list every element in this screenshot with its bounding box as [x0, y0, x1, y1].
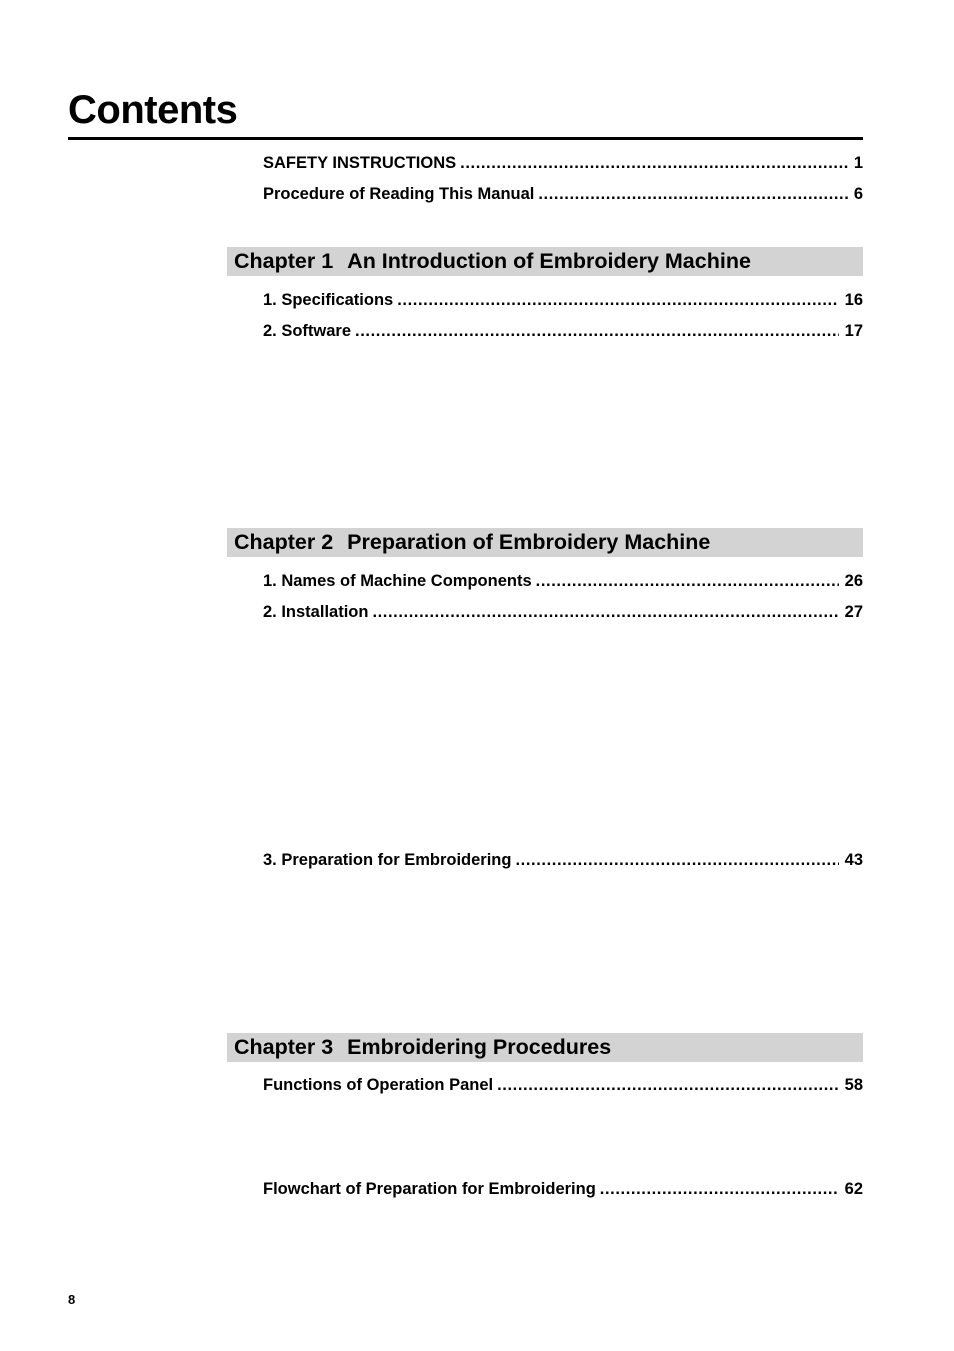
toc-entry-label: 1. Specifications — [263, 289, 397, 311]
toc-dot-leader — [497, 1074, 839, 1096]
toc-dot-leader — [397, 289, 838, 311]
toc-entry-page: 26 — [839, 570, 863, 592]
toc-entry-label: 2. Software — [263, 320, 355, 342]
toc-entry-flowchart-of-preparation[interactable] — [263, 1178, 863, 1200]
chapter-title: Preparation of Embroidery Machine — [347, 530, 711, 554]
toc-entry-label: 1. Names of Machine Components — [263, 570, 536, 592]
toc-entry-label: Functions of Operation Panel — [263, 1074, 497, 1096]
chapter-1-heading — [227, 247, 863, 276]
page-number: 8 — [68, 1292, 76, 1307]
chapter-number: Chapter 3 — [234, 1035, 334, 1059]
toc-entry-specifications[interactable] — [263, 289, 863, 311]
toc-entry-label: 2. Installation — [263, 601, 372, 623]
toc-entry-page: 43 — [839, 849, 863, 871]
toc-entry-page: 58 — [839, 1074, 863, 1096]
toc-dot-leader — [600, 1178, 839, 1200]
toc-entry-label: SAFETY INSTRUCTIONS — [263, 152, 460, 174]
toc-entry-label: Procedure of Reading This Manual — [263, 183, 538, 205]
chapter-number: Chapter 2 — [234, 530, 334, 554]
toc-dot-leader — [515, 849, 838, 871]
chapter-title: Embroidering Procedures — [347, 1035, 612, 1059]
toc-entry-installation[interactable] — [263, 601, 863, 623]
toc-dot-leader — [460, 152, 848, 174]
toc-dot-leader — [538, 183, 847, 205]
toc-entry-names-of-machine-components[interactable] — [263, 570, 863, 592]
toc-entry-page: 27 — [839, 601, 863, 623]
chapter-2-heading — [227, 528, 863, 557]
toc-entry-label: Flowchart of Preparation for Embroidering — [263, 1178, 600, 1200]
toc-dot-leader — [536, 570, 839, 592]
page-title: Contents — [68, 88, 238, 132]
toc-entry-label: 3. Preparation for Embroidering — [263, 849, 515, 871]
toc-entry-safety-instructions[interactable] — [263, 152, 863, 174]
toc-dot-leader — [372, 601, 838, 623]
chapter-title: An Introduction of Embroidery Machine — [347, 249, 751, 273]
toc-entry-procedure-of-reading[interactable] — [263, 183, 863, 205]
toc-entry-page: 1 — [848, 152, 863, 174]
toc-dot-leader — [355, 320, 839, 342]
title-rule — [68, 137, 863, 140]
toc-entry-functions-of-operation-panel[interactable] — [263, 1074, 863, 1096]
chapter-3-heading — [227, 1033, 863, 1062]
toc-entry-page: 62 — [839, 1178, 863, 1200]
toc-entry-software[interactable] — [263, 320, 863, 342]
chapter-number: Chapter 1 — [234, 249, 334, 273]
toc-entry-page: 6 — [848, 183, 863, 205]
toc-entry-page: 17 — [839, 320, 863, 342]
toc-entry-page: 16 — [839, 289, 863, 311]
toc-entry-preparation-for-embroidering[interactable] — [263, 849, 863, 871]
